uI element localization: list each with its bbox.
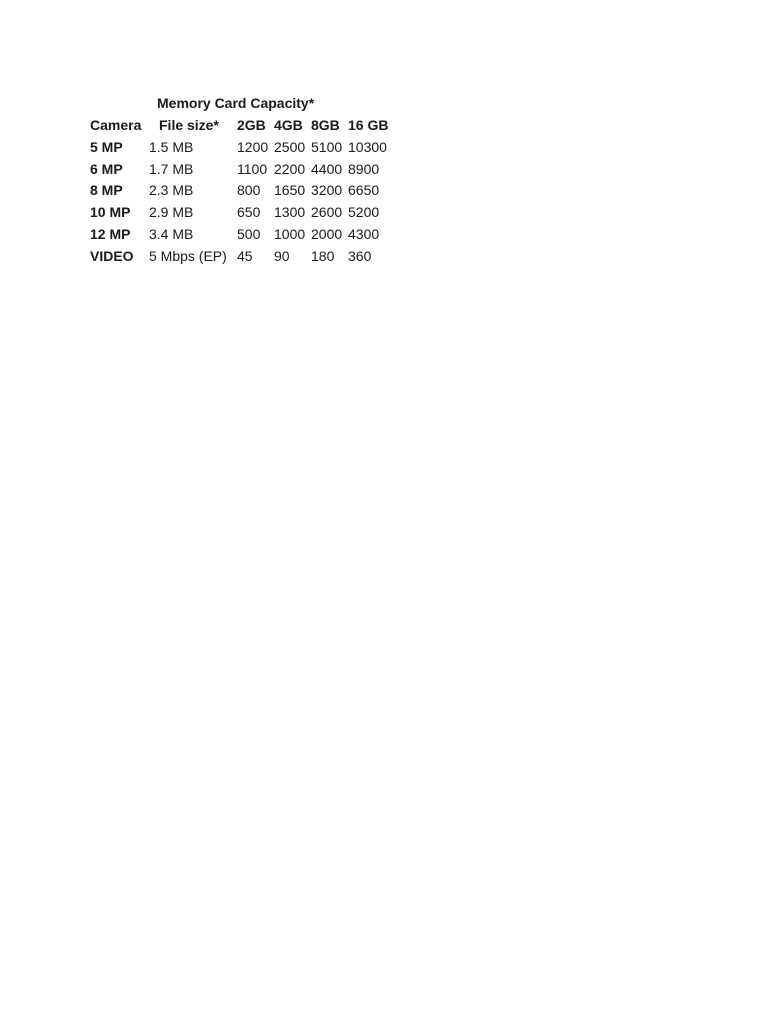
row-16gb-cell: 10300 (348, 138, 387, 155)
row-4gb-cell: 90 (274, 247, 290, 264)
header-camera: Camera (90, 117, 142, 133)
row-4gb-cell: 2500 (274, 138, 306, 155)
row-4gb-cell: 1300 (274, 204, 306, 221)
row-camera-cell: VIDEO (90, 247, 134, 264)
header-4gb: 4GB (274, 117, 303, 133)
row-file-size-cell: 2.9 MB (149, 204, 194, 221)
row-camera-cell: 12 MP (90, 225, 131, 242)
table-row (90, 180, 396, 202)
row-camera-cell: 10 MP (90, 204, 131, 221)
row-2gb-cell: 45 (237, 247, 253, 264)
table-row (90, 246, 396, 268)
row-8gb-cell: 3200 (311, 182, 343, 199)
table-row (90, 137, 396, 159)
row-2gb-cell: 800 (237, 182, 261, 199)
row-8gb-cell: 2600 (311, 204, 343, 221)
row-4gb-cell: 1650 (274, 182, 306, 199)
row-8gb-cell: 2000 (311, 225, 343, 242)
row-16gb-cell: 5200 (348, 204, 380, 221)
header-row (90, 115, 396, 137)
row-2gb-cell: 1100 (237, 160, 268, 177)
table-row (90, 224, 396, 246)
row-2gb-cell: 650 (237, 204, 261, 221)
row-16gb-cell: 360 (348, 247, 372, 264)
header-8gb: 8GB (311, 117, 340, 133)
table-row (90, 159, 396, 181)
memory-card-capacity-table (90, 115, 396, 268)
header-16gb: 16 GB (348, 117, 389, 133)
row-16gb-cell: 4300 (348, 225, 380, 242)
row-8gb-cell: 5100 (311, 138, 343, 155)
row-8gb-cell: 4400 (311, 160, 343, 177)
table-title: Memory Card Capacity* (157, 95, 315, 111)
header-2gb: 2GB (237, 117, 266, 133)
row-file-size-cell: 5 Mbps (EP) (149, 247, 227, 264)
row-2gb-cell: 1200 (237, 138, 269, 155)
header-file-size: File size* (159, 117, 219, 133)
row-16gb-cell: 8900 (348, 160, 380, 177)
row-camera-cell: 6 MP (90, 160, 123, 177)
row-file-size-cell: 2.3 MB (149, 182, 194, 199)
row-8gb-cell: 180 (311, 247, 335, 264)
row-file-size-cell: 1.7 MB (149, 160, 194, 177)
row-file-size-cell: 3.4 MB (149, 225, 194, 242)
table-row (90, 202, 396, 224)
row-file-size-cell: 1.5 MB (149, 138, 194, 155)
row-16gb-cell: 6650 (348, 182, 380, 199)
row-2gb-cell: 500 (237, 225, 261, 242)
row-camera-cell: 8 MP (90, 182, 123, 199)
row-camera-cell: 5 MP (90, 138, 123, 155)
row-4gb-cell: 1000 (274, 225, 306, 242)
row-4gb-cell: 2200 (274, 160, 306, 177)
